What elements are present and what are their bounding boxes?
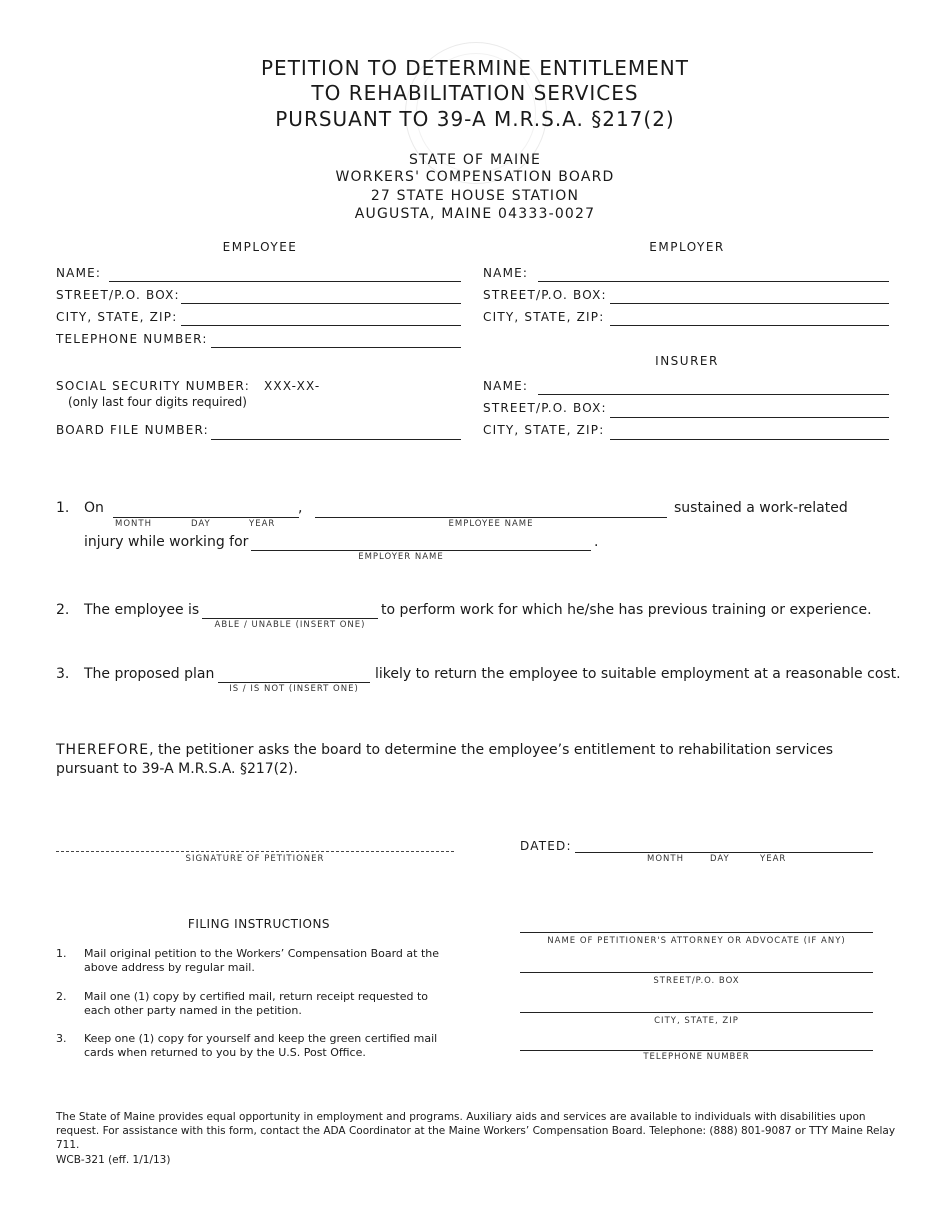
insurer-name-label: NAME: xyxy=(483,379,529,393)
agency-city: AUGUSTA, MAINE 04333-0027 xyxy=(354,206,596,222)
item-3-text-a: The proposed plan xyxy=(84,666,215,682)
injury-month-hint: MONTH xyxy=(115,519,152,529)
employee-heading: EMPLOYEE xyxy=(222,240,298,254)
employee-name-field[interactable] xyxy=(109,281,461,282)
employer-street-field[interactable] xyxy=(610,303,889,304)
injured-employee-name-field[interactable] xyxy=(315,517,667,518)
therefore-text: , the petitioner asks the board to determine the employee’s entitlement to rehabilitation services pursuant to 39-A M.R.S.A. §217(2). xyxy=(56,742,834,777)
insurer-street-field[interactable] xyxy=(610,417,889,418)
insurer-heading: INSURER xyxy=(655,354,719,368)
insurer-street-label: STREET/P.O. BOX: xyxy=(483,401,607,415)
employee-phone-field[interactable] xyxy=(211,347,461,348)
employee-street-label: STREET/P.O. BOX: xyxy=(56,288,180,302)
filing-item-1-number: 1. xyxy=(56,947,67,960)
employee-name-hint: EMPLOYEE NAME xyxy=(448,519,534,529)
insurer-city-field[interactable] xyxy=(610,439,889,440)
attorney-city-field[interactable] xyxy=(520,1012,873,1013)
employee-phone-label: TELEPHONE NUMBER: xyxy=(56,332,208,346)
item-2-text-b: to perform work for which he/she has previous training or experience. xyxy=(381,602,872,618)
item-2-text-a: The employee is xyxy=(84,602,200,618)
able-unable-field[interactable] xyxy=(202,618,378,619)
footer-notice: The State of Maine provides equal opportunity in employment and programs. Auxiliary aids and services are available to individuals with disabilities upon request. For assistance with this form, contact the ADA Coordinator at the Maine Workers’ Compensation Board. Telephone: (888) 801-9087 or TTY Maine Relay 711. xyxy=(56,1111,896,1151)
board-file-label: BOARD FILE NUMBER: xyxy=(56,423,209,437)
item-3-number: 3. xyxy=(56,666,70,682)
form-title-line-2: TO REHABILITATION SERVICES xyxy=(311,81,639,105)
injury-date-field[interactable] xyxy=(113,517,299,518)
attorney-name-field[interactable] xyxy=(520,932,873,933)
injury-employer-field[interactable] xyxy=(251,550,591,551)
is-is-not-field[interactable] xyxy=(218,682,370,683)
attorney-phone-field[interactable] xyxy=(520,1050,873,1051)
agency-board: WORKERS' COMPENSATION BOARD xyxy=(335,169,615,185)
employer-city-field[interactable] xyxy=(610,325,889,326)
insurer-city-label: CITY, STATE, ZIP: xyxy=(483,423,605,437)
filing-item-1-text: Mail original petition to the Workers’ Compensation Board at the above address by regular mail. xyxy=(84,947,440,974)
dated-year-hint: YEAR xyxy=(760,854,787,864)
dated-day-hint: DAY xyxy=(710,854,730,864)
item-1-number: 1. xyxy=(56,500,70,516)
signature-hint: SIGNATURE OF PETITIONER xyxy=(185,854,325,864)
item-1-period: . xyxy=(594,534,599,550)
attorney-city-hint: CITY, STATE, ZIP xyxy=(654,1016,739,1026)
employee-city-label: CITY, STATE, ZIP: xyxy=(56,310,178,324)
employee-city-field[interactable] xyxy=(181,325,461,326)
ssn-label: SOCIAL SECURITY NUMBER: xyxy=(56,379,250,393)
attorney-street-field[interactable] xyxy=(520,972,873,973)
item-1-sustained: sustained a work-related xyxy=(674,500,848,516)
form-title-line-3: PURSUANT TO 39-A M.R.S.A. §217(2) xyxy=(275,107,675,131)
board-file-field[interactable] xyxy=(211,439,461,440)
attorney-phone-hint: TELEPHONE NUMBER xyxy=(643,1052,750,1062)
employer-street-label: STREET/P.O. BOX: xyxy=(483,288,607,302)
filing-item-3-text: Keep one (1) copy for yourself and keep the green certified mail cards when returned to you by the U.S. Post Office. xyxy=(84,1032,438,1059)
employer-name-field[interactable] xyxy=(538,281,889,282)
form-title-line-1: PETITION TO DETERMINE ENTITLEMENT xyxy=(261,56,689,80)
employer-name-label: NAME: xyxy=(483,266,529,280)
employer-heading: EMPLOYER xyxy=(649,240,725,254)
attorney-name-hint: NAME OF PETITIONER'S ATTORNEY OR ADVOCATE (IF ANY) xyxy=(547,936,846,946)
insurer-name-field[interactable] xyxy=(538,394,889,395)
dated-month-hint: MONTH xyxy=(647,854,684,864)
filing-item-3-number: 3. xyxy=(56,1032,67,1045)
form-id: WCB-321 (eff. 1/1/13) xyxy=(56,1154,171,1166)
item-2-number: 2. xyxy=(56,602,70,618)
dated-field[interactable] xyxy=(575,852,873,853)
attorney-street-hint: STREET/P.O. BOX xyxy=(653,976,740,986)
injury-day-hint: DAY xyxy=(191,519,211,529)
filing-item-2-text: Mail one (1) copy by certified mail, return receipt requested to each other party named in the petition. xyxy=(84,990,429,1017)
is-is-not-hint: IS / IS NOT (INSERT ONE) xyxy=(229,684,359,694)
signature-field[interactable] xyxy=(56,851,454,852)
employee-name-label: NAME: xyxy=(56,266,102,280)
item-3-text-b: likely to return the employee to suitable employment at a reasonable cost. xyxy=(375,666,901,682)
item-1-comma: , xyxy=(298,500,303,516)
employer-name-hint: EMPLOYER NAME xyxy=(358,552,444,562)
item-1-on: On xyxy=(84,500,104,516)
filing-item-2-number: 2. xyxy=(56,990,67,1003)
agency-state: STATE OF MAINE xyxy=(408,152,542,168)
ssn-prefix: XXX-XX- xyxy=(264,379,321,393)
able-unable-hint: ABLE / UNABLE (INSERT ONE) xyxy=(214,620,366,630)
injury-year-hint: YEAR xyxy=(249,519,276,529)
employee-street-field[interactable] xyxy=(181,303,461,304)
ssn-note: (only last four digits required) xyxy=(68,395,247,409)
item-1-injury-text: injury while working for xyxy=(84,534,249,550)
employer-city-label: CITY, STATE, ZIP: xyxy=(483,310,605,324)
dated-label: DATED: xyxy=(520,839,572,853)
therefore-paragraph xyxy=(56,741,894,779)
filing-heading: FILING INSTRUCTIONS xyxy=(187,917,331,931)
therefore-lead: THEREFORE xyxy=(56,742,150,758)
agency-address: 27 STATE HOUSE STATION xyxy=(370,188,580,204)
